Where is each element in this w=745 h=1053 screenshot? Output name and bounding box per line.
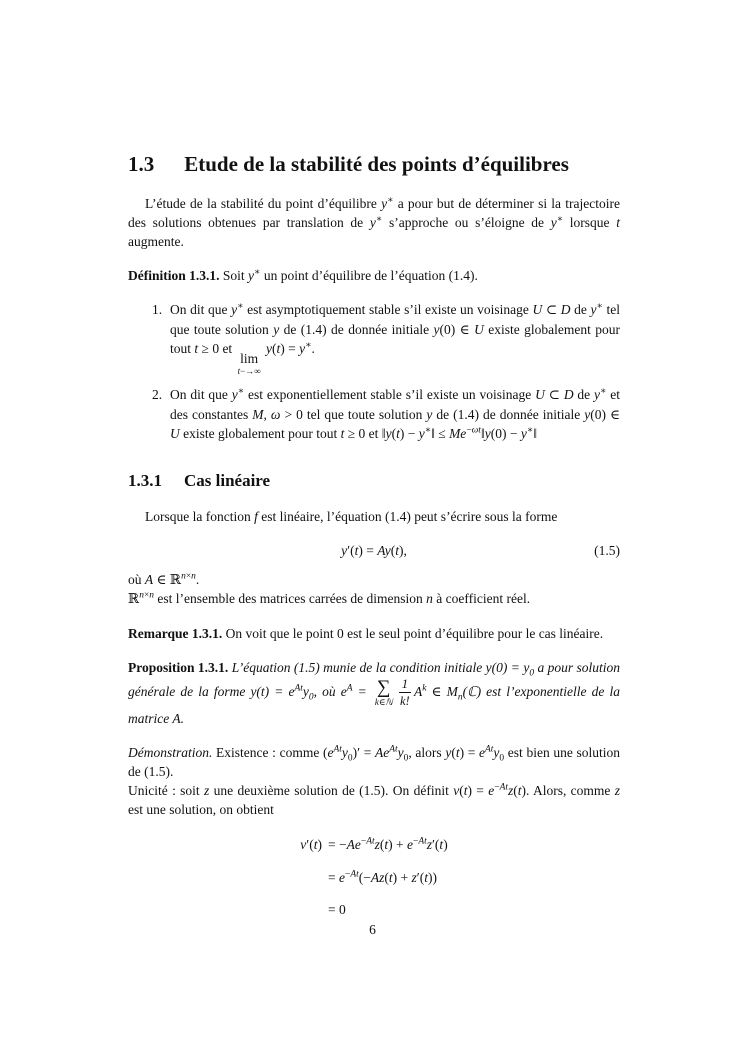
proposition-label: Proposition 1.3.1.: [128, 659, 229, 675]
proof-label: Démonstration.: [128, 744, 213, 760]
list-item-number: 1.: [152, 302, 163, 318]
list-item-text: On dit que y∗ est exponentiellement stable s’il existe un voisinage U ⊂ D de y∗ et des constantes M, ω > 0 tel que toute solution y de (1.4) de donnée initiale y(0) ∈ U existe globalement pour tout t ≥ 0 et ‖y(t) − y∗‖ ≤ $Me^{-\omega t}‖y(0)$ − y∗‖: [170, 386, 621, 441]
list-item-number: 2.: [152, 387, 163, 403]
proof-equation-lhs: [300, 868, 322, 887]
definition-list: [128, 300, 620, 442]
section-title: Etude de la stabilité des points d’équilibres: [184, 152, 569, 176]
subsection-title: Cas linéaire: [184, 470, 271, 490]
linear-intro-paragraph: Lorsque la fonction f est linéaire, l’équation (1.4) peut s’écrire sous la forme: [145, 508, 558, 524]
equation-tag: (1.5): [594, 543, 620, 559]
equation-body: y′(t) = Ay(t),: [341, 543, 407, 559]
list-item: [128, 300, 620, 376]
proof-equation-lhs: [300, 900, 322, 919]
proposition-body: L’équation (1.5) munie de la condition initiale $y(0) = y_0$ a pour solution générale de la forme $y(t) = e^{At}y_0$, où $e^A$ = ∑ k∈ℕ $\frac{1}{k!}$ $A^k$ ∈ $M_n(ℂ)$ est l’exponentielle de la matrice A.: [128, 659, 621, 726]
definition-label: Définition 1.3.1.: [128, 268, 220, 284]
remark-paragraph: [128, 624, 620, 643]
definition-paragraph: [128, 266, 620, 285]
proof-equation-rhs: = $e^{-At}(-Az(t) + z'(t))$: [328, 869, 437, 885]
proposition-paragraph: [128, 658, 620, 728]
intro-paragraph: L’étude de la stabilité du point d’équilibre y∗ a pour but de déterminer si la trajectoire des solutions obtenues par translation de y∗ s’approche ou s’éloigne de y∗ lorsque t augmente.: [128, 195, 620, 250]
proof-body: Existence : comme $(e^{At}y_0)' = Ae^{At}y_0$, alors $y(t) = e^{At}y_0$ est bien une solution de (1.5). Unicité : soit z une deuxième solution de (1.5). On définit $v(t) = e^{-At}z(t)$. Alors, comme z est une solution, on obtient: [128, 744, 621, 818]
remark-body: On voit que le point 0 est le seul point d’équilibre pour le cas linéaire.: [225, 625, 604, 641]
remark-label: Remarque 1.3.1.: [128, 625, 223, 641]
subsection-number: 1.3.1: [128, 470, 162, 490]
proof-equation-rhs: = 0: [328, 901, 346, 917]
proof-equation-lhs: v′(t): [300, 837, 323, 853]
subsection-heading: [128, 469, 620, 493]
list-item: [128, 385, 620, 442]
definition-body: Soit y∗ un point d’équilibre de l’équation (1.4).: [222, 267, 478, 284]
proof-paragraph: [128, 743, 620, 820]
list-item-text: On dit que y∗ est asymptotiquement stable s’il existe un voisinage U ⊂ D de y∗ tel que toute solution y de (1.4) de donnée initiale y(0) ∈ U existe globalement pour tout t ≥ 0 et lim t−→∞ y(t) = y∗.: [170, 301, 621, 377]
where-paragraph: où A ∈ ℝ$^{n\times n}$. ℝ$^{n\times n}$ est l’ensemble des matrices carrées de dimension n à coefficient réel.: [128, 571, 531, 607]
proof-equations: [300, 835, 447, 918]
section-heading: [128, 150, 620, 180]
proof-equation-rhs: = $-Ae^{-At}z(t) + e^{-At}z'(t)$: [328, 836, 448, 853]
page-number: 6: [369, 922, 376, 937]
display-equation: [128, 541, 620, 560]
section-number: 1.3: [128, 152, 155, 176]
